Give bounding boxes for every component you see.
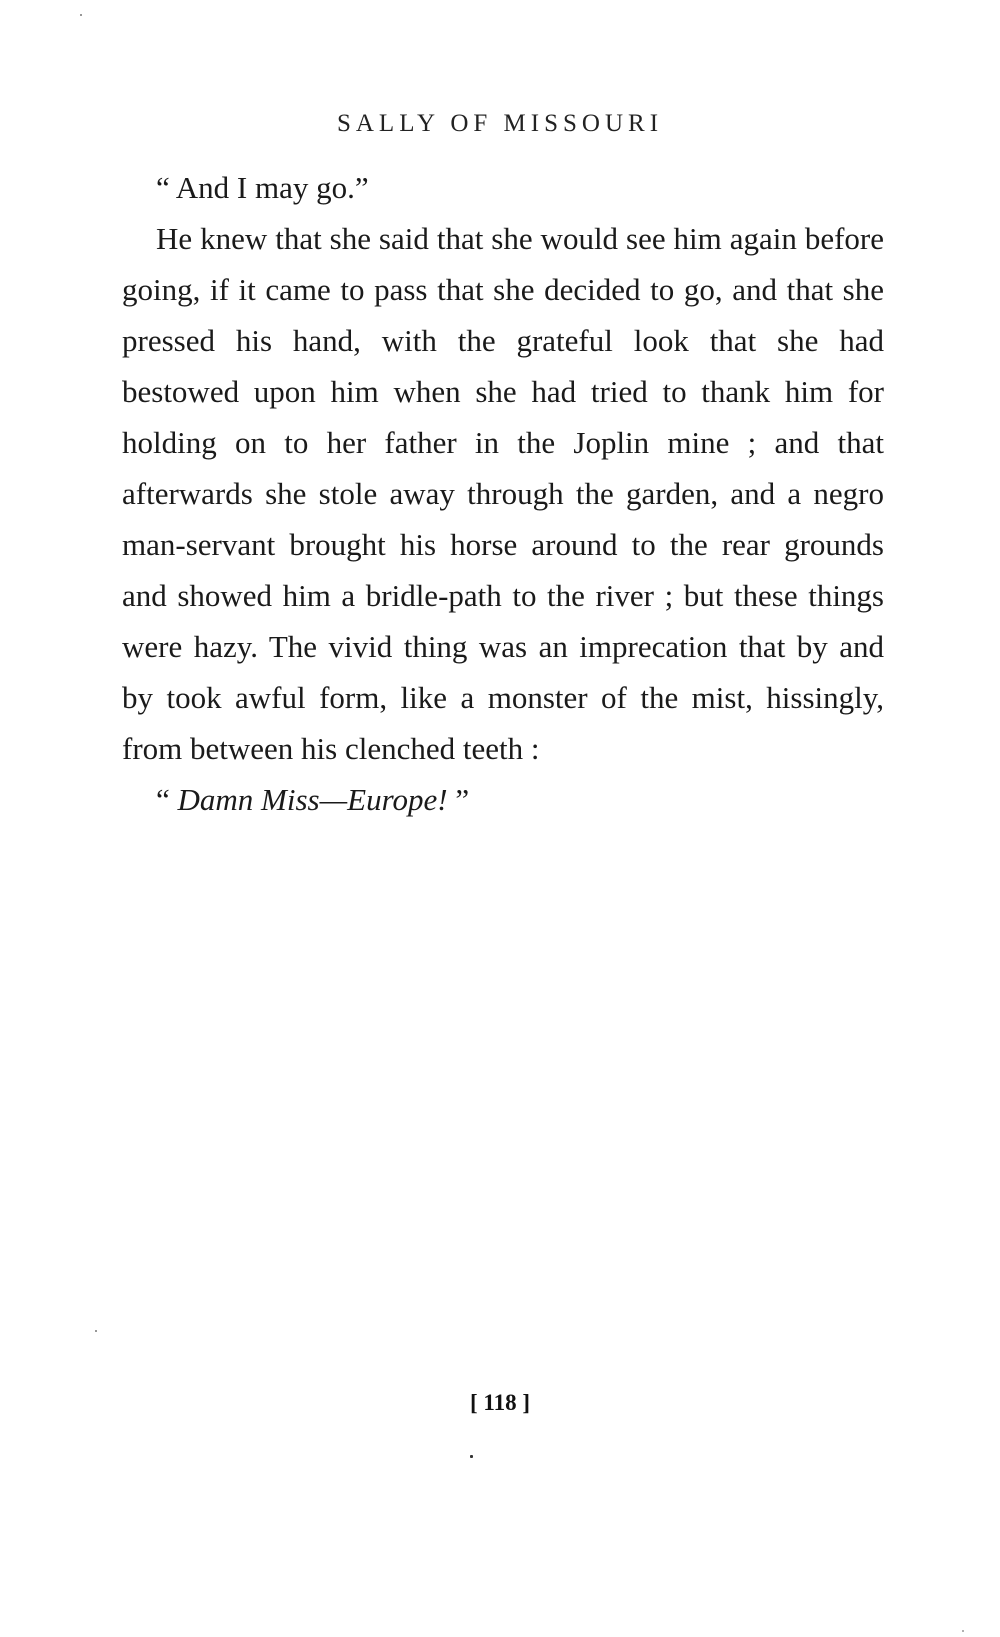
exclamation-open-quote: “ [156, 782, 178, 817]
scan-speck [962, 1630, 964, 1632]
body-text [122, 162, 884, 825]
paragraph-dialogue: “ And I may go.” [156, 170, 369, 205]
exclamation-text: Damn Miss—Europe! [177, 782, 448, 817]
scan-speck [80, 14, 82, 16]
page-number: [ 118 ] [469, 1390, 531, 1415]
scan-speck [95, 1330, 97, 1332]
paragraph-exclamation [122, 774, 884, 825]
paragraph-narrative: He knew that she said that she would see him again before going, if it came to pass that she decided to go, and that she pressed his hand, with the grateful look that she had bestowed upon him when she had tried to thank him for holding on to her father in the Joplin mine ; and that afterwards she stole away through the garden, and a negro man-servant brought his horse around to the rear grounds and showed him a bridle-path to the river ; but these things were hazy. The vivid thing was an imprecation that by and by took awful form, like a monster of the mist, hissingly, from between his clenched teeth : [122, 221, 884, 766]
exclamation-close-quote: ” [447, 782, 470, 817]
scan-speck [470, 1455, 473, 1458]
running-head: SALLY OF MISSOURI [336, 110, 664, 137]
